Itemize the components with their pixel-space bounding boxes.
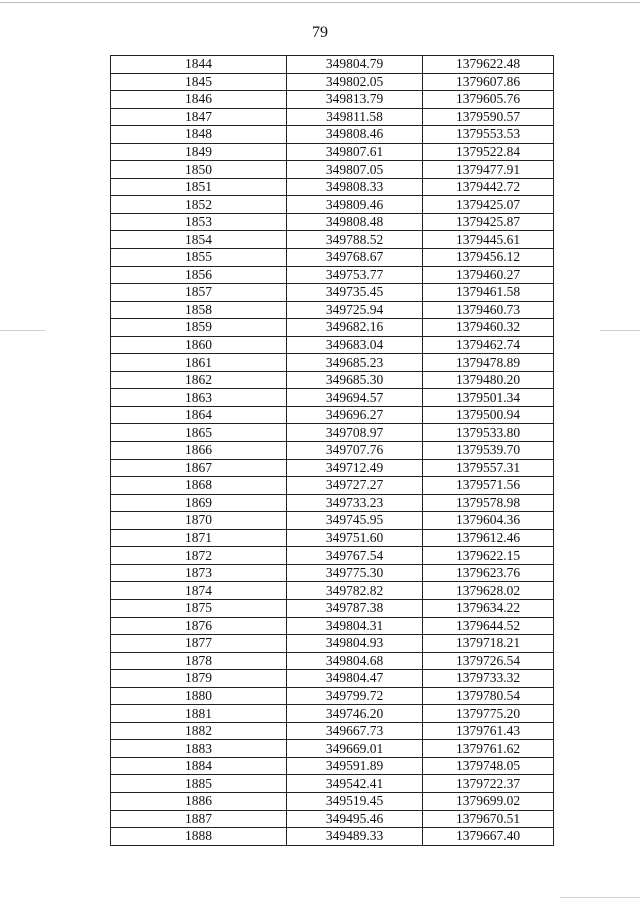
point-number-cell: 1845 (111, 73, 287, 91)
y-coordinate-cell: 1379623.76 (423, 564, 554, 582)
x-coordinate-cell: 349799.72 (287, 687, 423, 705)
point-number-cell: 1851 (111, 178, 287, 196)
point-number-cell: 1882 (111, 722, 287, 740)
point-number-cell: 1884 (111, 757, 287, 775)
y-coordinate-cell: 1379622.15 (423, 547, 554, 565)
table-row (111, 108, 554, 126)
x-coordinate-cell: 349753.77 (287, 266, 423, 284)
table-row (111, 424, 554, 442)
point-number-cell: 1876 (111, 617, 287, 635)
y-coordinate-cell: 1379670.51 (423, 810, 554, 828)
y-coordinate-cell: 1379634.22 (423, 599, 554, 617)
table-row (111, 564, 554, 582)
y-coordinate-cell: 1379571.56 (423, 477, 554, 495)
x-coordinate-cell: 349519.45 (287, 792, 423, 810)
table-row (111, 389, 554, 407)
point-number-cell: 1858 (111, 301, 287, 319)
y-coordinate-cell: 1379539.70 (423, 442, 554, 460)
y-coordinate-cell: 1379644.52 (423, 617, 554, 635)
table-row (111, 792, 554, 810)
x-coordinate-cell: 349808.33 (287, 178, 423, 196)
table-row (111, 529, 554, 547)
table-row (111, 828, 554, 846)
y-coordinate-cell: 1379425.87 (423, 213, 554, 231)
point-number-cell: 1862 (111, 371, 287, 389)
x-coordinate-cell: 349746.20 (287, 705, 423, 723)
x-coordinate-cell: 349733.23 (287, 494, 423, 512)
x-coordinate-cell: 349751.60 (287, 529, 423, 547)
y-coordinate-cell: 1379557.31 (423, 459, 554, 477)
point-number-cell: 1859 (111, 319, 287, 337)
table-row (111, 547, 554, 565)
y-coordinate-cell: 1379775.20 (423, 705, 554, 723)
table-row (111, 56, 554, 74)
x-coordinate-cell: 349489.33 (287, 828, 423, 846)
y-coordinate-cell: 1379699.02 (423, 792, 554, 810)
point-number-cell: 1853 (111, 213, 287, 231)
point-number-cell: 1875 (111, 599, 287, 617)
point-number-cell: 1879 (111, 670, 287, 688)
y-coordinate-cell: 1379500.94 (423, 406, 554, 424)
y-coordinate-cell: 1379622.48 (423, 56, 554, 74)
y-coordinate-cell: 1379578.98 (423, 494, 554, 512)
point-number-cell: 1888 (111, 828, 287, 846)
y-coordinate-cell: 1379761.43 (423, 722, 554, 740)
table-row (111, 757, 554, 775)
point-number-cell: 1878 (111, 652, 287, 670)
coordinates-table (110, 55, 554, 846)
x-coordinate-cell: 349495.46 (287, 810, 423, 828)
y-coordinate-cell: 1379477.91 (423, 161, 554, 179)
table-row (111, 810, 554, 828)
x-coordinate-cell: 349813.79 (287, 91, 423, 109)
point-number-cell: 1869 (111, 494, 287, 512)
x-coordinate-cell: 349683.04 (287, 336, 423, 354)
point-number-cell: 1857 (111, 284, 287, 302)
table-row (111, 477, 554, 495)
point-number-cell: 1849 (111, 143, 287, 161)
scan-artifact (0, 330, 45, 331)
x-coordinate-cell: 349669.01 (287, 740, 423, 758)
table-row (111, 459, 554, 477)
x-coordinate-cell: 349685.23 (287, 354, 423, 372)
x-coordinate-cell: 349775.30 (287, 564, 423, 582)
table-row (111, 494, 554, 512)
table-row (111, 442, 554, 460)
table-row (111, 740, 554, 758)
x-coordinate-cell: 349788.52 (287, 231, 423, 249)
point-number-cell: 1848 (111, 126, 287, 144)
x-coordinate-cell: 349745.95 (287, 512, 423, 530)
table-row (111, 126, 554, 144)
y-coordinate-cell: 1379733.32 (423, 670, 554, 688)
point-number-cell: 1860 (111, 336, 287, 354)
point-number-cell: 1865 (111, 424, 287, 442)
table-row (111, 652, 554, 670)
x-coordinate-cell: 349811.58 (287, 108, 423, 126)
x-coordinate-cell: 349807.05 (287, 161, 423, 179)
y-coordinate-cell: 1379480.20 (423, 371, 554, 389)
x-coordinate-cell: 349696.27 (287, 406, 423, 424)
point-number-cell: 1886 (111, 792, 287, 810)
y-coordinate-cell: 1379780.54 (423, 687, 554, 705)
point-number-cell: 1877 (111, 635, 287, 653)
page-number: 79 (312, 24, 328, 41)
table-row (111, 143, 554, 161)
point-number-cell: 1872 (111, 547, 287, 565)
x-coordinate-cell: 349712.49 (287, 459, 423, 477)
x-coordinate-cell: 349667.73 (287, 722, 423, 740)
y-coordinate-cell: 1379748.05 (423, 757, 554, 775)
y-coordinate-cell: 1379462.74 (423, 336, 554, 354)
point-number-cell: 1883 (111, 740, 287, 758)
x-coordinate-cell: 349804.79 (287, 56, 423, 74)
point-number-cell: 1864 (111, 406, 287, 424)
table-row (111, 319, 554, 337)
x-coordinate-cell: 349809.46 (287, 196, 423, 214)
y-coordinate-cell: 1379460.32 (423, 319, 554, 337)
scan-artifact (560, 897, 640, 898)
x-coordinate-cell: 349787.38 (287, 599, 423, 617)
table-row (111, 178, 554, 196)
x-coordinate-cell: 349707.76 (287, 442, 423, 460)
point-number-cell: 1846 (111, 91, 287, 109)
y-coordinate-cell: 1379445.61 (423, 231, 554, 249)
x-coordinate-cell: 349807.61 (287, 143, 423, 161)
point-number-cell: 1874 (111, 582, 287, 600)
x-coordinate-cell: 349768.67 (287, 249, 423, 267)
point-number-cell: 1880 (111, 687, 287, 705)
table-row (111, 354, 554, 372)
table-row (111, 582, 554, 600)
y-coordinate-cell: 1379718.21 (423, 635, 554, 653)
point-number-cell: 1852 (111, 196, 287, 214)
table-row (111, 196, 554, 214)
table-row (111, 284, 554, 302)
y-coordinate-cell: 1379667.40 (423, 828, 554, 846)
y-coordinate-cell: 1379442.72 (423, 178, 554, 196)
y-coordinate-cell: 1379460.73 (423, 301, 554, 319)
coordinates-table-body (111, 56, 554, 846)
point-number-cell: 1844 (111, 56, 287, 74)
y-coordinate-cell: 1379722.37 (423, 775, 554, 793)
y-coordinate-cell: 1379461.58 (423, 284, 554, 302)
table-row (111, 91, 554, 109)
table-row (111, 687, 554, 705)
y-coordinate-cell: 1379612.46 (423, 529, 554, 547)
y-coordinate-cell: 1379533.80 (423, 424, 554, 442)
point-number-cell: 1863 (111, 389, 287, 407)
x-coordinate-cell: 349542.41 (287, 775, 423, 793)
table-row (111, 722, 554, 740)
point-number-cell: 1873 (111, 564, 287, 582)
x-coordinate-cell: 349727.27 (287, 477, 423, 495)
x-coordinate-cell: 349804.47 (287, 670, 423, 688)
table-row (111, 617, 554, 635)
x-coordinate-cell: 349735.45 (287, 284, 423, 302)
table-row (111, 231, 554, 249)
table-row (111, 161, 554, 179)
y-coordinate-cell: 1379522.84 (423, 143, 554, 161)
table-row (111, 73, 554, 91)
point-number-cell: 1855 (111, 249, 287, 267)
point-number-cell: 1866 (111, 442, 287, 460)
table-row (111, 512, 554, 530)
point-number-cell: 1867 (111, 459, 287, 477)
point-number-cell: 1871 (111, 529, 287, 547)
y-coordinate-cell: 1379425.07 (423, 196, 554, 214)
y-coordinate-cell: 1379590.57 (423, 108, 554, 126)
table-row (111, 705, 554, 723)
point-number-cell: 1885 (111, 775, 287, 793)
point-number-cell: 1881 (111, 705, 287, 723)
scan-artifact (600, 330, 640, 331)
point-number-cell: 1847 (111, 108, 287, 126)
y-coordinate-cell: 1379456.12 (423, 249, 554, 267)
x-coordinate-cell: 349708.97 (287, 424, 423, 442)
x-coordinate-cell: 349804.93 (287, 635, 423, 653)
x-coordinate-cell: 349725.94 (287, 301, 423, 319)
x-coordinate-cell: 349591.89 (287, 757, 423, 775)
point-number-cell: 1854 (111, 231, 287, 249)
x-coordinate-cell: 349808.48 (287, 213, 423, 231)
scan-top-edge (0, 2, 640, 3)
point-number-cell: 1861 (111, 354, 287, 372)
table-row (111, 249, 554, 267)
y-coordinate-cell: 1379607.86 (423, 73, 554, 91)
point-number-cell: 1856 (111, 266, 287, 284)
table-row (111, 406, 554, 424)
x-coordinate-cell: 349767.54 (287, 547, 423, 565)
x-coordinate-cell: 349694.57 (287, 389, 423, 407)
point-number-cell: 1887 (111, 810, 287, 828)
x-coordinate-cell: 349802.05 (287, 73, 423, 91)
x-coordinate-cell: 349804.31 (287, 617, 423, 635)
point-number-cell: 1850 (111, 161, 287, 179)
table-row (111, 336, 554, 354)
table-row (111, 670, 554, 688)
table-row (111, 213, 554, 231)
table-row (111, 635, 554, 653)
table-row (111, 775, 554, 793)
x-coordinate-cell: 349782.82 (287, 582, 423, 600)
x-coordinate-cell: 349685.30 (287, 371, 423, 389)
table-row (111, 266, 554, 284)
table-row (111, 301, 554, 319)
y-coordinate-cell: 1379501.34 (423, 389, 554, 407)
point-number-cell: 1868 (111, 477, 287, 495)
table-row (111, 371, 554, 389)
y-coordinate-cell: 1379604.36 (423, 512, 554, 530)
table-row (111, 599, 554, 617)
y-coordinate-cell: 1379553.53 (423, 126, 554, 144)
y-coordinate-cell: 1379478.89 (423, 354, 554, 372)
y-coordinate-cell: 1379726.54 (423, 652, 554, 670)
y-coordinate-cell: 1379460.27 (423, 266, 554, 284)
y-coordinate-cell: 1379628.02 (423, 582, 554, 600)
point-number-cell: 1870 (111, 512, 287, 530)
x-coordinate-cell: 349804.68 (287, 652, 423, 670)
x-coordinate-cell: 349808.46 (287, 126, 423, 144)
y-coordinate-cell: 1379605.76 (423, 91, 554, 109)
x-coordinate-cell: 349682.16 (287, 319, 423, 337)
y-coordinate-cell: 1379761.62 (423, 740, 554, 758)
